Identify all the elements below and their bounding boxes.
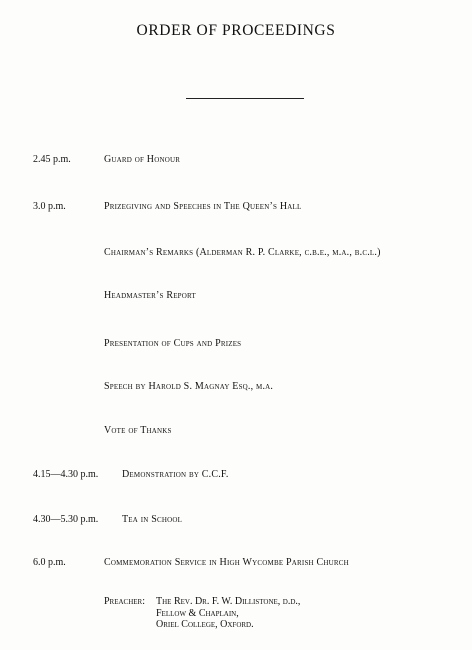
- event-vote-of-thanks: Vote of Thanks: [104, 425, 172, 436]
- time-guard-of-honour: 2.45 p.m.: [33, 154, 71, 165]
- preacher-label-text: Preacher:: [104, 596, 146, 607]
- event-commemoration-service: Commemoration Service in High Wycombe Parish Church: [104, 557, 349, 568]
- time-prizegiving: 3.0 p.m.: [33, 201, 66, 212]
- event-speech: Speech by Harold S. Magnay Esq., m.a.: [104, 381, 274, 392]
- event-chairmans-remarks: Chairman’s Remarks (Alderman R. P. Clarke, c.b.e., m.a., b.c.l.): [104, 247, 381, 258]
- preacher-college: Oriel College, Oxford.: [156, 619, 254, 630]
- time-tea: 4.30—5.30 p.m.: [33, 514, 99, 525]
- preacher-name: The Rev. Dr. F. W. Dillistone, d.d.,: [156, 596, 301, 607]
- time-service: 6.0 p.m.: [33, 557, 66, 568]
- event-presentation-of-prizes: Presentation of Cups and Prizes: [104, 338, 242, 349]
- preacher-details: [156, 596, 300, 631]
- event-headmasters-report: Headmaster’s Report: [104, 290, 196, 301]
- preacher-label: [104, 596, 145, 608]
- preacher-title: Fellow & Chaplain,: [156, 607, 239, 619]
- event-tea: Tea in School: [122, 514, 183, 525]
- event-guard-of-honour: Guard of Honour: [104, 154, 181, 165]
- time-demonstration: 4.15—4.30 p.m.: [33, 469, 99, 480]
- event-prizegiving: Prizegiving and Speeches in The Queen’s Hall: [104, 201, 302, 212]
- event-demonstration: Demonstration by C.C.F.: [122, 469, 229, 480]
- page-title: ORDER OF PROCEEDINGS: [136, 22, 336, 39]
- title-divider: [186, 98, 304, 99]
